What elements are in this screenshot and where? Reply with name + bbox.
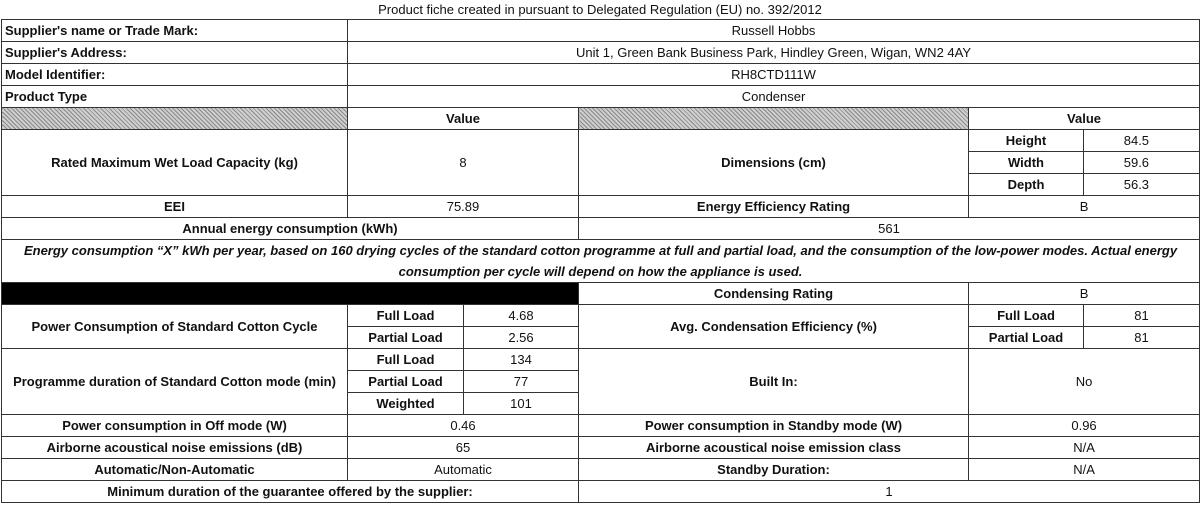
condensation-partial-label: Partial Load [969, 327, 1084, 349]
row-annual-energy [2, 218, 1200, 240]
automatic-label: Automatic/Non-Automatic [2, 459, 348, 481]
duration-partial-label: Partial Load [348, 371, 464, 393]
hatched-cell-right [579, 108, 969, 130]
annual-energy-label: Annual energy consumption (kWh) [2, 218, 579, 240]
supplier-address-value: Unit 1, Green Bank Business Park, Hindley Green, Wigan, WN2 4AY [348, 42, 1200, 64]
row-capacity-height [2, 130, 1200, 152]
power-partial-label: Partial Load [348, 327, 464, 349]
energy-rating-label: Energy Efficiency Rating [579, 196, 969, 218]
duration-weighted-value: 101 [464, 393, 579, 415]
row-supplier-name [2, 20, 1200, 42]
noise-class-label: Airborne acoustical noise emission class [579, 437, 969, 459]
row-value-headers [2, 108, 1200, 130]
product-type-value: Condenser [348, 86, 1200, 108]
duration-full-value: 134 [464, 349, 579, 371]
product-fiche-table [1, 19, 1200, 503]
built-in-value: No [969, 349, 1200, 415]
built-in-label: Built In: [579, 349, 969, 415]
model-value: RH8CTD111W [348, 64, 1200, 86]
row-supplier-address [2, 42, 1200, 64]
automatic-value: Automatic [348, 459, 579, 481]
dimensions-label: Dimensions (cm) [579, 130, 969, 196]
height-value: 84.5 [1084, 130, 1200, 152]
width-label: Width [969, 152, 1084, 174]
guarantee-value: 1 [579, 481, 1200, 503]
model-label: Model Identifier: [2, 64, 348, 86]
power-cycle-label: Power Consumption of Standard Cotton Cycle [2, 305, 348, 349]
duration-full-label: Full Load [348, 349, 464, 371]
depth-value: 56.3 [1084, 174, 1200, 196]
energy-rating-value: B [969, 196, 1200, 218]
capacity-value: 8 [348, 130, 579, 196]
row-eei [2, 196, 1200, 218]
power-full-label: Full Load [348, 305, 464, 327]
guarantee-label: Minimum duration of the guarantee offered by the supplier: [2, 481, 579, 503]
row-guarantee [2, 481, 1200, 503]
row-model [2, 64, 1200, 86]
row-automatic [2, 459, 1200, 481]
standby-duration-label: Standby Duration: [579, 459, 969, 481]
product-type-label: Product Type [2, 86, 348, 108]
row-energy-note [2, 240, 1200, 283]
standby-mode-value: 0.96 [969, 415, 1200, 437]
noise-value: 65 [348, 437, 579, 459]
supplier-name-label: Supplier's name or Trade Mark: [2, 20, 348, 42]
annual-energy-value: 561 [579, 218, 1200, 240]
row-duration-full [2, 349, 1200, 371]
condensation-full-value: 81 [1084, 305, 1200, 327]
height-label: Height [969, 130, 1084, 152]
off-mode-label: Power consumption in Off mode (W) [2, 415, 348, 437]
row-off-standby [2, 415, 1200, 437]
capacity-label: Rated Maximum Wet Load Capacity (kg) [2, 130, 348, 196]
noise-label: Airborne acoustical noise emissions (dB) [2, 437, 348, 459]
power-full-value: 4.68 [464, 305, 579, 327]
energy-note: Energy consumption “X” kWh per year, based on 160 drying cycles of the standard cotton programme at full and partial load, and the consumption of the low-power modes. Actual energy consumption per cycle will depend on how the appliance is used. [2, 240, 1200, 283]
duration-weighted-label: Weighted [348, 393, 464, 415]
row-condensing-rating [2, 283, 1200, 305]
condensation-eff-label: Avg. Condensation Efficiency (%) [579, 305, 969, 349]
supplier-name-value: Russell Hobbs [348, 20, 1200, 42]
eei-label: EEI [2, 196, 348, 218]
standby-mode-label: Power consumption in Standby mode (W) [579, 415, 969, 437]
hatched-cell-left [2, 108, 348, 130]
power-partial-value: 2.56 [464, 327, 579, 349]
value-header-right: Value [969, 108, 1200, 130]
condensing-rating-value: B [969, 283, 1200, 305]
noise-class-value: N/A [969, 437, 1200, 459]
eei-value: 75.89 [348, 196, 579, 218]
supplier-address-label: Supplier's Address: [2, 42, 348, 64]
row-product-type [2, 86, 1200, 108]
duration-label: Programme duration of Standard Cotton mode (min) [2, 349, 348, 415]
row-noise [2, 437, 1200, 459]
off-mode-value: 0.46 [348, 415, 579, 437]
condensation-partial-value: 81 [1084, 327, 1200, 349]
width-value: 59.6 [1084, 152, 1200, 174]
value-header-left: Value [348, 108, 579, 130]
row-power-full [2, 305, 1200, 327]
fiche-title: Product fiche created in pursuant to Delegated Regulation (EU) no. 392/2012 [378, 2, 822, 17]
condensing-rating-label: Condensing Rating [579, 283, 969, 305]
depth-label: Depth [969, 174, 1084, 196]
standby-duration-value: N/A [969, 459, 1200, 481]
black-bar [2, 283, 579, 305]
condensation-full-label: Full Load [969, 305, 1084, 327]
duration-partial-value: 77 [464, 371, 579, 393]
